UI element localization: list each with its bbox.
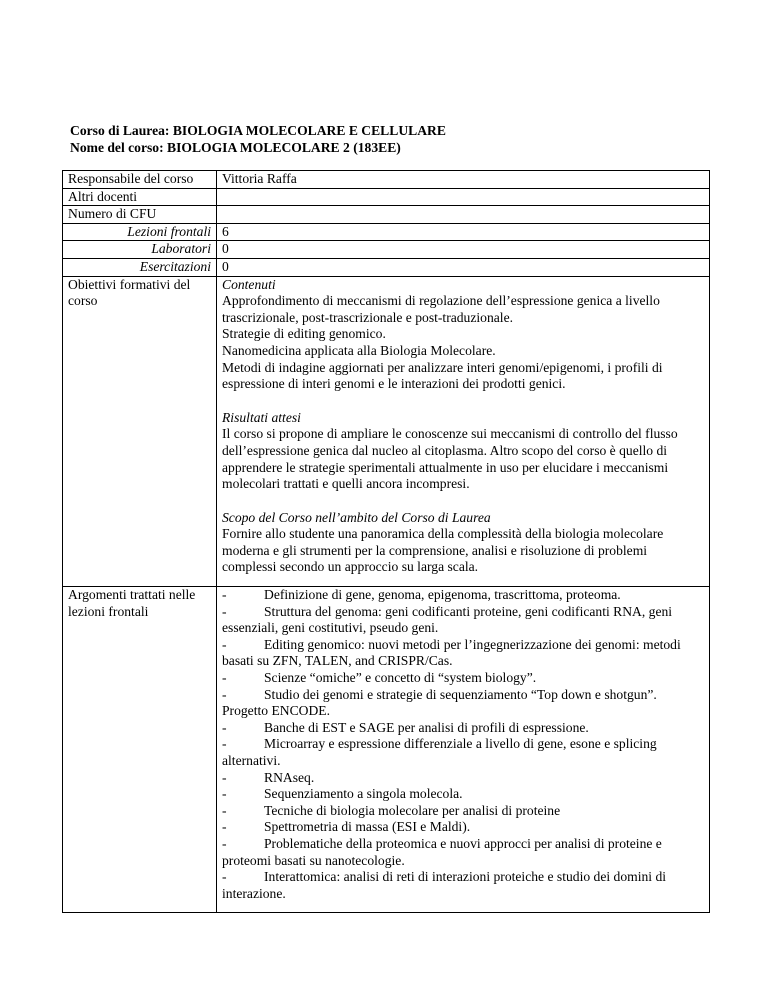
topic-item: - Spettrometria di massa (ESI e Maldi). — [222, 819, 471, 835]
topic-item: - Editing genomico: nuovi metodi per l’ingegnerizzazione dei genomi: metodi basati su ZFN, TALEN, and CRISPR/Cas. — [222, 636, 681, 669]
topic-item: - Problematiche della proteomica e nuovi approcci per analisi di proteine e proteomi basati su nanotecologie. — [222, 835, 662, 868]
label-esercitazioni: Esercitazioni — [63, 258, 217, 276]
dash: - — [222, 736, 227, 752]
dash: - — [222, 786, 227, 802]
dash: - — [222, 769, 227, 785]
label-lezioni-frontali: Lezioni frontali — [63, 223, 217, 241]
topic-item: - Microarray e espressione differenziale a livello di gene, esone e splicing alternativi. — [222, 736, 657, 768]
value-lezioni-frontali: 6 — [217, 223, 710, 241]
row-lezioni — [63, 223, 710, 241]
dash: - — [222, 835, 227, 851]
topic-item: - Definizione di gene, genoma, epigenoma, trascrittoma, proteoma. — [222, 587, 621, 603]
scopo-title: Scopo del Corso nell’ambito del Corso di Laurea — [222, 509, 491, 525]
topic-item: - Sequenziamento a singola molecola. — [222, 786, 463, 802]
dash: - — [222, 819, 227, 835]
contenuti-line: Metodi di indagine aggiornati per analizzare interi genomi/epigenomi, i profili di espressione di interi genomi e le interazioni dei prodotti genici. — [222, 359, 663, 392]
topic-item: - RNAseq. — [222, 769, 315, 785]
label-responsabile: Responsabile del corso — [63, 171, 217, 189]
dash: - — [222, 719, 227, 735]
row-laboratori — [63, 241, 710, 259]
topic-item: - Studio dei genomi e strategie di sequenziamento “Top down e shotgun”. Progetto ENCODE. — [222, 686, 657, 719]
value-argomenti — [217, 587, 710, 913]
row-altri-docenti — [63, 188, 710, 206]
document-header — [70, 123, 446, 156]
label-obiettivi: Obiettivi formativi del corso — [63, 276, 217, 587]
topic-item: - Interattomica: analisi di reti di interazioni proteiche e studio dei domini di interazione. — [222, 869, 667, 901]
dash: - — [222, 636, 227, 652]
topic-item: - Tecniche di biologia molecolare per analisi di proteine — [222, 802, 561, 818]
value-altri-docenti — [217, 188, 710, 206]
dash: - — [222, 686, 227, 702]
dash: - — [222, 802, 227, 818]
contenuti-line: Strategie di editing genomico. — [222, 326, 386, 342]
scopo-text: Fornire allo studente una panoramica della complessità della biologia molecolare moderna e gli strumenti per la comprensione, analisi e risoluzione di problemi complessi secondo un approccio su larga scala. — [222, 526, 664, 575]
dash: - — [222, 670, 227, 686]
contenuti-line: Approfondimento di meccanismi di regolazione dell’espressione genica a livello trascrizionale, post-trascrizionale e post-traduzionale. — [222, 293, 660, 325]
value-obiettivi — [217, 276, 710, 587]
value-laboratori: 0 — [217, 241, 710, 259]
dash: - — [222, 603, 227, 619]
label-laboratori: Laboratori — [63, 241, 217, 259]
row-obiettivi — [63, 276, 710, 587]
value-responsabile: Vittoria Raffa — [217, 171, 710, 189]
row-esercitazioni — [63, 258, 710, 276]
topic-item: - Banche di EST e SAGE per analisi di profili di espressione. — [222, 719, 589, 735]
topic-item: - Scienze “omiche” e concetto di “system biology”. — [222, 670, 537, 686]
course-degree-line: Corso di Laurea: BIOLOGIA MOLECOLARE E CELLULARE — [70, 123, 446, 138]
spacer — [222, 493, 704, 510]
row-responsabile — [63, 171, 710, 189]
dash: - — [222, 869, 227, 885]
value-cfu — [217, 206, 710, 224]
contenuti-line: Nanomedicina applicata alla Biologia Molecolare. — [222, 342, 496, 358]
label-cfu: Numero di CFU — [63, 206, 217, 224]
contenuti-title: Contenuti — [222, 276, 276, 292]
label-altri-docenti: Altri docenti — [63, 188, 217, 206]
value-esercitazioni: 0 — [217, 258, 710, 276]
row-argomenti — [63, 587, 710, 913]
spacer — [222, 393, 704, 410]
course-name-line: Nome del corso: BIOLOGIA MOLECOLARE 2 (183EE) — [70, 139, 401, 155]
dash: - — [222, 587, 227, 603]
risultati-text: Il corso si propone di ampliare le conoscenze sui meccanismi di controllo del flusso dell’espressione genica dal nucleo al citoplasma. Altro scopo del corso è quello di apprendere le strategie sperimentali attualmente in uso per elucidare i meccanismi molecolari trattati e quelli ancora incompresi. — [222, 426, 678, 492]
course-info-table — [62, 170, 710, 913]
row-cfu — [63, 206, 710, 224]
label-argomenti: Argomenti trattati nelle lezioni frontali — [63, 587, 217, 913]
topic-item: - Struttura del genoma: geni codificanti proteine, geni codificanti RNA, geni essenziali, geni costitutivi, pseudo geni. — [222, 603, 673, 636]
risultati-title: Risultati attesi — [222, 409, 301, 425]
